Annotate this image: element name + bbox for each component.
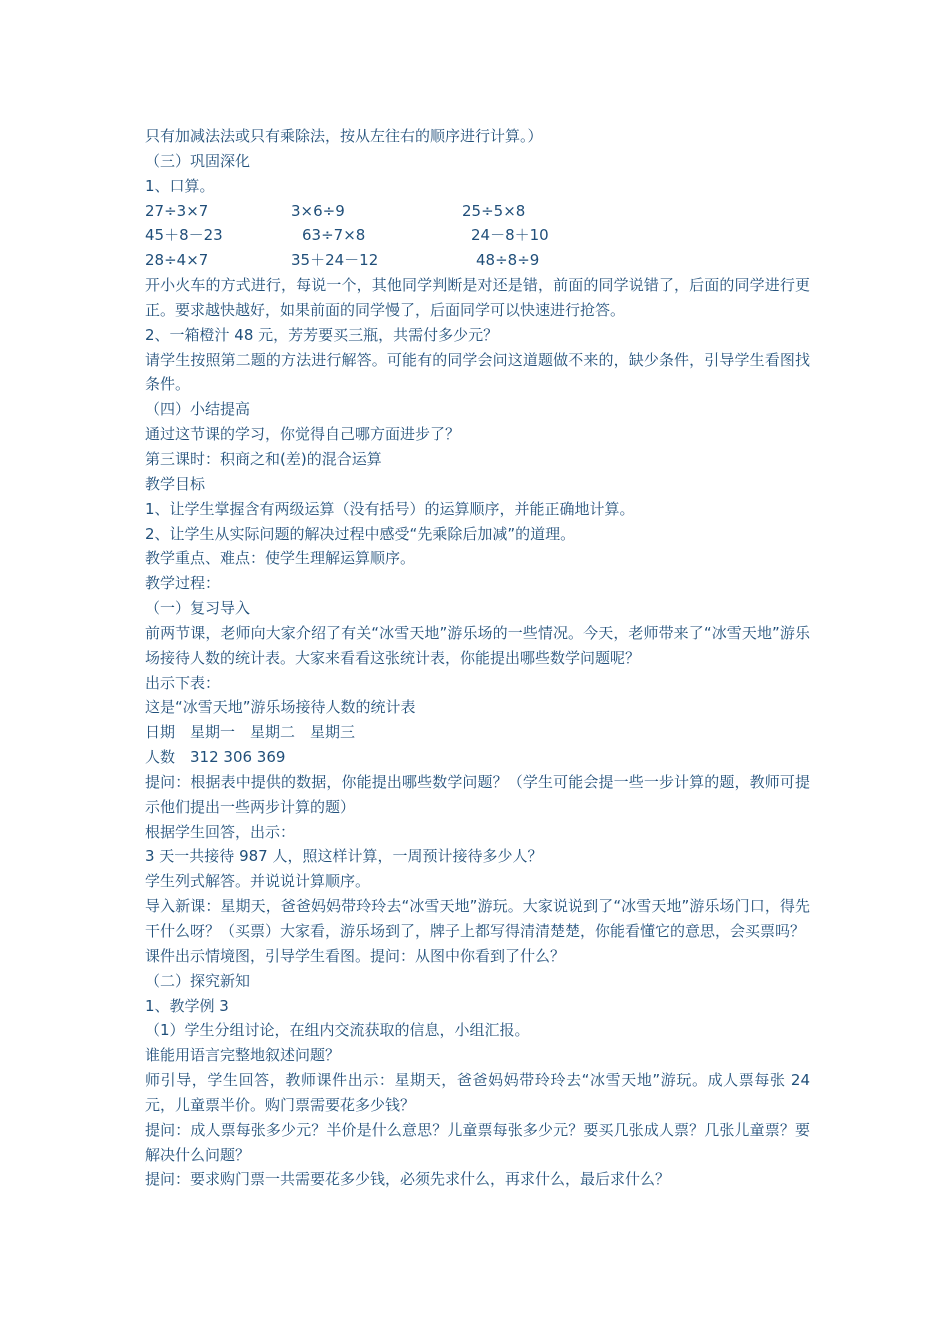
section-heading: （四）小结提高 [145, 400, 251, 419]
text-line: 谁能用语言完整地叙述问题？ [145, 1046, 341, 1065]
mental-math-row [145, 223, 810, 248]
mental-math-row [145, 199, 810, 224]
text-line: 3 天一共接待 987 人，照这样计算，一周预计接待多少人？ [145, 847, 543, 866]
text-line: 这是“冰雪天地”游乐场接待人数的统计表 [145, 698, 416, 717]
text-line: （1）学生分组讨论，在组内交流获取的信息，小组汇报。 [145, 1021, 530, 1040]
text-line: 1、口算。 [145, 176, 215, 195]
paragraph: 请学生按照第二题的方法进行解答。可能有的同学会问这道题做不来的，缺少条件，引导学生看图找条件。 [145, 350, 810, 394]
math-expression: 48÷8÷9 [476, 251, 540, 270]
math-expression: 28÷4×7 [145, 251, 209, 270]
math-expression: 3×6÷9 [291, 201, 345, 220]
text-line: 出示下表： [145, 673, 221, 692]
document-page [145, 124, 810, 1192]
paragraph: 开小火车的方式进行，每说一个，其他同学判断是对还是错，前面的同学说错了，后面的同学进行更正。要求越快越好，如果前面的同学慢了，后面同学可以快速进行抢答。 [145, 276, 810, 319]
text-line: 只有加减法法或只有乘除法，按从左往右的顺序进行计算。） [145, 127, 543, 145]
text-line: 1、教学例 3 [145, 996, 229, 1015]
text-line: 教学重点、难点：使学生理解运算顺序。 [145, 549, 416, 568]
mental-math-row [145, 248, 810, 273]
paragraph: 导入新课：星期天，爸爸妈妈带玲玲去“冰雪天地”游玩。大家说说到了“冰雪天地”游乐场门口，得先干什么呀？（买票）大家看，游乐场到了，牌子上都写得清清楚楚，你能看懂它的意思，会买票吗？ [145, 897, 810, 940]
paragraph: 师引导，学生回答，教师课件出示：星期天，爸爸妈妈带玲玲去“冰雪天地”游玩。成人票每张 24 元，儿童票半价。购门票需要花多少钱？ [145, 1071, 810, 1114]
math-expression: 63÷7×8 [302, 226, 366, 245]
paragraph: 提问：成人票每张多少元？半价是什么意思？儿童票每张多少元？要买几张成人票？几张儿童票？要解决什么问题？ [145, 1120, 810, 1164]
section-heading: （三）巩固深化 [145, 151, 251, 170]
paragraph: 前两节课，老师向大家介绍了有关“冰雪天地”游乐场的一些情况。今天，老师带来了“冰雪天地”游乐场接待人数的统计表。大家来看看这张统计表，你能提出哪些数学问题呢？ [145, 623, 810, 667]
text-line: 1、让学生掌握含有两级运算（没有括号）的运算顺序，并能正确地计算。 [145, 499, 635, 518]
math-expression: 35＋24－12 [291, 251, 379, 270]
section-heading: 教学过程： [145, 574, 221, 593]
text-line: 2、一箱橙汁 48 元，芳芳要买三瓶，共需付多少元？ [145, 325, 499, 344]
math-expression: 24－8＋10 [471, 226, 549, 245]
section-heading: （二）探究新知 [145, 971, 251, 990]
math-expression: 45＋8－23 [145, 226, 223, 245]
math-expression: 27÷3×7 [145, 201, 209, 220]
text-line: 课件出示情境图，引导学生看图。提问：从图中你看到了什么？ [145, 946, 566, 965]
text-line: 通过这节课的学习，你觉得自己哪方面进步了？ [145, 425, 461, 444]
paragraph: 提问：根据表中提供的数据，你能提出哪些数学问题？（学生可能会提一些一步计算的题，教师可提示他们提出一些两步计算的题） [145, 772, 810, 816]
text-line: 提问：要求购门票一共需要花多少钱，必须先求什么，再求什么，最后求什么？ [145, 1170, 671, 1189]
text-line: 学生列式解答。并说说计算顺序。 [145, 872, 371, 891]
text-line: 根据学生回答，出示： [145, 822, 296, 841]
table-data-line: 人数 312 306 369 [145, 748, 286, 767]
section-heading: （一）复习导入 [145, 599, 251, 618]
lesson-title: 第三课时：积商之和(差)的混合运算 [145, 449, 382, 468]
math-expression: 25÷5×8 [462, 201, 526, 220]
table-header-line: 日期 星期一 星期二 星期三 [145, 723, 356, 742]
section-heading: 教学目标 [145, 474, 206, 493]
text-line: 2、让学生从实际问题的解决过程中感受“先乘除后加减”的道理。 [145, 524, 576, 543]
